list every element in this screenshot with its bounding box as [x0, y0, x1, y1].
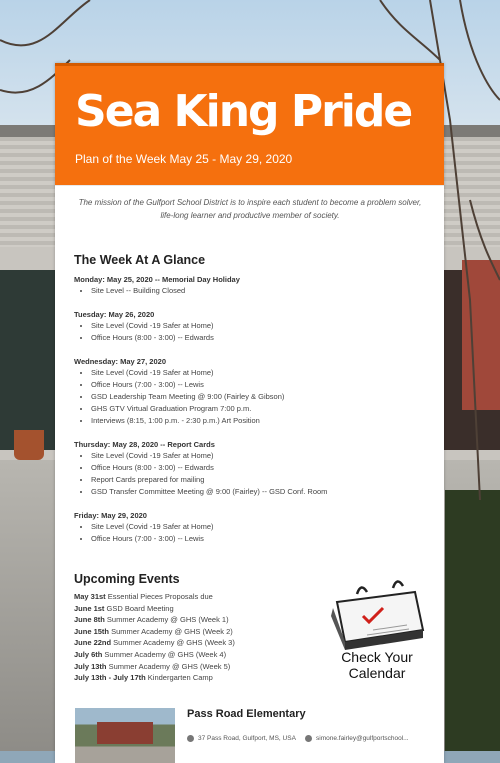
event-text: Summer Academy @ GHS (Week 2) [109, 626, 233, 636]
day-item: • Office Hours (7:00 - 3:00) -- Lewis [91, 379, 434, 391]
location-pin-icon [187, 735, 194, 742]
newsletter-card [55, 63, 444, 763]
event-date: May 31st [74, 592, 106, 601]
calendar-text-line2: Calendar [348, 665, 406, 681]
event-item [74, 603, 324, 615]
day-item: • Office Hours (8:00 - 3:00) -- Edwards [91, 462, 434, 474]
day-title: Tuesday: May 26, 2020 [74, 310, 155, 319]
week-at-a-glance [74, 253, 434, 545]
event-text: GSD Board Meeting [104, 603, 174, 613]
check-calendar-graphic [327, 572, 427, 684]
day-title: Friday: May 29, 2020 [74, 511, 147, 520]
section-title: The Week At A Glance [74, 253, 206, 267]
event-date: June 1st [74, 603, 105, 613]
section-title: Upcoming Events [74, 572, 180, 586]
day-item: • Report Cards prepared for mailing [91, 474, 434, 486]
day-item: • Interviews (8:15, 1:00 p.m. - 2:30 p.m.) Art Position [91, 415, 434, 427]
day-block [74, 510, 434, 545]
day-block [74, 309, 434, 344]
school-photo [75, 708, 175, 763]
day-item: • Site Level (Covid -19 Safer at Home) [91, 521, 434, 533]
day-item: • Site Level (Covid -19 Safer at Home) [91, 450, 434, 462]
upcoming-events [74, 572, 324, 684]
day-item: • GSD Leadership Team Meeting @ 9:00 (Fairley & Gibson) [91, 391, 434, 403]
day-title: Wednesday: May 27, 2020 [74, 357, 166, 366]
day-item: • GSD Transfer Committee Meeting @ 9:00 (Fairley) -- GSD Conf. Room [91, 486, 434, 498]
event-item [74, 649, 324, 661]
day-block [74, 356, 434, 427]
header-banner [55, 63, 444, 186]
day-title: Monday: May 25, 2020 -- Memorial Day Holiday [74, 275, 240, 284]
day-item: • Office Hours (8:00 - 3:00) -- Edwards [91, 332, 434, 344]
day-item: • GHS GTV Virtual Graduation Program 7:00 p.m. [91, 403, 434, 415]
calendar-icon [331, 581, 423, 650]
event-date: June 15th [74, 626, 110, 636]
event-text: Summer Academy @ GHS (Week 3) [111, 638, 235, 648]
event-text: Summer Academy @ GHS (Week 1) [104, 615, 229, 625]
event-text: Summer Academy @ GHS (Week 5) [106, 661, 231, 671]
mission-statement: The mission of the Gulfport School District is to inspire each student to become a problem solver, life-long learner and productive member of society. [78, 198, 422, 220]
event-item [74, 672, 324, 684]
day-item: • Site Level (Covid -19 Safer at Home) [91, 320, 434, 332]
page-title: Sea King Pride [75, 86, 412, 137]
day-item: • Site Level -- Building Closed [91, 285, 434, 297]
event-text: Summer Academy @ GHS (Week 4) [102, 649, 227, 659]
day-item: • Site Level (Covid -19 Safer at Home) [91, 367, 434, 379]
day-item: • Office Hours (7:00 - 3:00) -- Lewis [91, 533, 434, 545]
event-date: June 22nd [74, 638, 112, 648]
event-text: Kindergarten Camp [145, 673, 213, 683]
calendar-text-line1: Check Your [341, 649, 413, 665]
day-title: Thursday: May 28, 2020 -- Report Cards [74, 440, 215, 449]
event-date: June 8th [74, 615, 105, 625]
email-icon [305, 735, 312, 742]
school-name: Pass Road Elementary [187, 708, 306, 720]
page-subtitle: Plan of the Week May 25 - May 29, 2020 [75, 152, 293, 166]
event-date: July 13th [74, 661, 107, 671]
school-email[interactable]: simone.fairley@gulfportschool... [305, 735, 409, 742]
event-item [74, 591, 324, 603]
event-item [74, 614, 324, 626]
day-block [74, 439, 434, 498]
event-text: Essential Pieces Proposals due [105, 592, 213, 601]
event-date: July 13th - July 17th [74, 673, 146, 683]
day-block [74, 274, 434, 297]
event-item [74, 626, 324, 638]
event-item [74, 637, 324, 649]
event-date: July 6th [74, 649, 103, 659]
school-address[interactable]: 37 Pass Road, Gulfport, MS, USA [187, 735, 296, 742]
event-item [74, 661, 324, 673]
